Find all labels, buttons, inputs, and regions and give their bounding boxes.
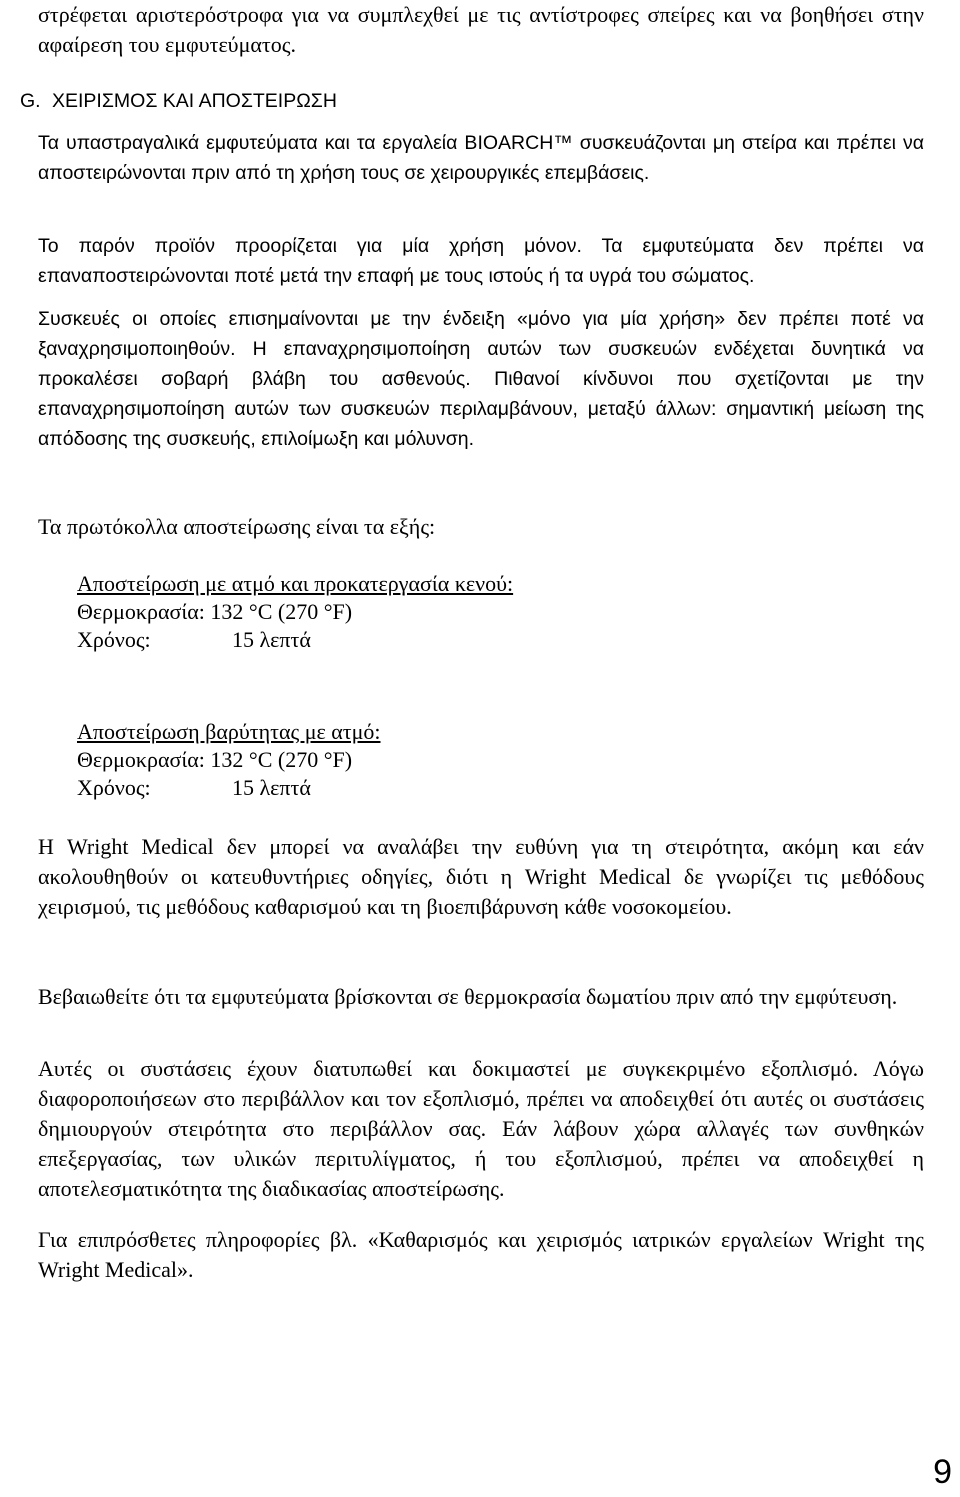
section-title: ΧΕΙΡΙΣΜΟΣ ΚΑΙ ΑΠΟΣΤΕΙΡΩΣΗ (52, 90, 337, 112)
temperature-label: Θερμοκρασία: (77, 599, 205, 624)
temperature-value: 132 °C (270 °F) (210, 747, 353, 772)
protocols-intro: Τα πρωτόκολλα αποστείρωσης είναι τα εξής: (38, 514, 436, 539)
time-label: Χρόνος: (77, 627, 151, 652)
paragraph-packaging: Τα υπαστραγαλικά εμφυτεύματα και τα εργαλεία BIOARCH™ συσκευάζονται μη στείρα και πρέπει να αποστειρώνονται πριν από τη χρήση τους σε χειρουργικές επεμβάσεις. (38, 132, 924, 184)
paragraph-single-use: Το παρόν προϊόν προορίζεται για μία χρήση μόνον. Τα εμφυτεύματα δεν πρέπει να επαναποστειρώνονται ποτέ μετά την επαφή με τους ιστούς ή τα υγρά του σώματος. (38, 235, 924, 287)
protocol-title: Αποστείρωση με ατμό και προκατεργασία κενού: (77, 571, 514, 596)
paragraph-room-temperature: Βεβαιωθείτε ότι τα εμφυτεύματα βρίσκονται σε θερμοκρασία δωματίου πριν από την εμφύτευση. (38, 984, 898, 1009)
time-label: Χρόνος: (77, 775, 151, 800)
protocol-title: Αποστείρωση βαρύτητας με ατμό: (77, 719, 381, 744)
protocol-temperature-row (77, 598, 513, 626)
paragraph-reuse-risks: Συσκευές οι οποίες επισημαίνονται με την ένδειξη «μόνο για μία χρήση» δεν πρέπει ποτέ να ξαναχρησιμοποιηθούν. Η επαναχρησιμοποίηση αυτών των συσκευών ενδέχεται δυνητικά να προκαλέσει σοβαρή βλάβη του ασθενούς. Πιθανοί κίνδυνοι που σχετίζονται με την επαναχρησιμοποίηση αυτών των συσκευών περιλαμβάνουν, μεταξύ άλλων: σημαντική μείωση της απόδοσης της συσκευής, επιλοίμωξη και μόλυνση. (38, 308, 924, 450)
page-number: 9 (933, 1453, 952, 1491)
paragraph-more-info: Για επιπρόσθετες πληροφορίες βλ. «Καθαρισμός και χειρισμός ιατρικών εργαλείων Wright της Wright Medical». (38, 1227, 924, 1282)
protocol-temperature-row (77, 746, 381, 774)
protocol-prevacuum (77, 570, 513, 654)
temperature-label: Θερμοκρασία: (77, 747, 205, 772)
paragraph-validation: Αυτές οι συστάσεις έχουν διατυπωθεί και δοκιμαστεί με συγκεκριμένο εξοπλισμό. Λόγω διαφοροποιήσεων στο περιβάλλον και τον εξοπλισμό, πρέπει να αποδειχθεί ότι αυτές οι συστάσεις δημιουργούν στειρότητα στο περιβάλλον σας. Εάν λάβουν χώρα αλλαγές των συνθηκών επεξεργασίας, των υλικών περιτυλίγματος, ή του εξοπλισμού, πρέπει να αποδειχθεί η αποτελεσματικότητα της διαδικασίας αποστείρωσης. (38, 1056, 924, 1201)
protocol-time-row (77, 626, 513, 654)
time-value: 15 λεπτά (232, 627, 311, 652)
temperature-value: 132 °C (270 °F) (210, 599, 353, 624)
time-value: 15 λεπτά (232, 775, 311, 800)
section-letter: G. (20, 90, 41, 112)
protocol-time-row (77, 774, 381, 802)
paragraph-sterility-liability: Η Wright Medical δεν μπορεί να αναλάβει την ευθύνη για τη στειρότητα, ακόμη και εάν ακολουθηθούν οι κατευθυντήριες οδηγίες, διότι η Wright Medical δε γνωρίζει τις μεθόδους χειρισμού, τις μεθόδους καθαρισμού και τη βιοεπιβάρυνση κάθε νοσοκομείου. (38, 834, 924, 919)
intro-paragraph: στρέφεται αριστερόστροφα για να συμπλεχθεί με τις αντίστροφες σπείρες και να βοηθήσει στην αφαίρεση του εμφυτεύματος. (38, 2, 924, 57)
protocol-gravity (77, 718, 381, 802)
section-heading (20, 86, 337, 116)
